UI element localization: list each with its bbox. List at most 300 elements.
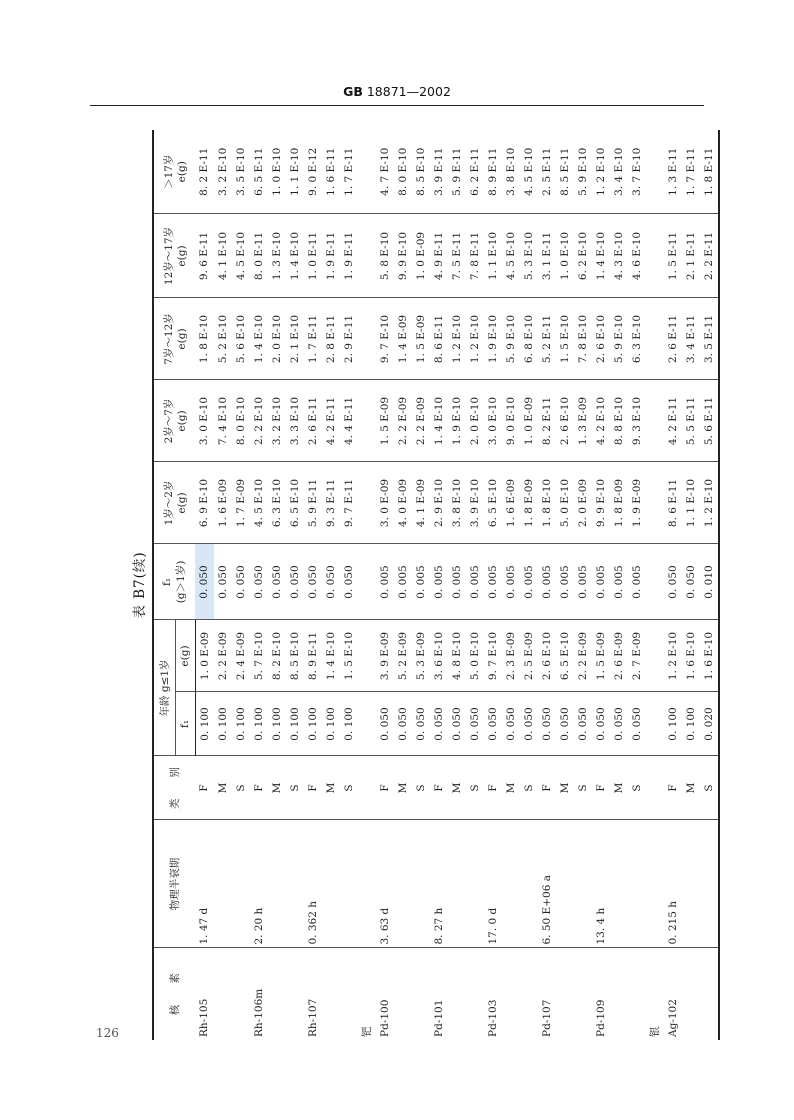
cell-e0: 3. 6 E-10 — [430, 620, 448, 692]
empty-cell — [646, 820, 664, 948]
table-row — [232, 130, 250, 1040]
cell-f1b: 0. 005 — [574, 544, 592, 620]
col-halflife: 物理半衰期 — [153, 820, 195, 948]
cell-e1: 3. 9 E-10 — [466, 462, 484, 544]
cell-e2: 9. 3 E-10 — [628, 380, 646, 462]
cell-e17: 1. 3 E-11 — [664, 130, 682, 214]
group-row — [358, 130, 376, 1040]
table-row — [250, 130, 268, 1040]
cell-nuclide — [502, 948, 520, 1040]
cell-f1b: 0. 050 — [304, 544, 322, 620]
cell-e1: 1. 7 E-09 — [232, 462, 250, 544]
cell-f1: 0. 050 — [376, 692, 394, 756]
col-age-12-17-eg: e(g) — [176, 245, 188, 267]
cell-type: F — [304, 756, 322, 820]
cell-e2: 4. 2 E-10 — [592, 380, 610, 462]
cell-f1: 0. 100 — [250, 692, 268, 756]
cell-f1: 0. 050 — [412, 692, 430, 756]
cell-nuclide: Rh-105 — [198, 998, 210, 1037]
cell-e0: 1. 0 E-09 — [195, 620, 214, 692]
cell-e12: 3. 1 E-11 — [538, 214, 556, 298]
cell-e17: 1. 8 E-11 — [700, 130, 719, 214]
cell-e2: 1. 9 E-10 — [448, 380, 466, 462]
cell-e17: 1. 1 E-10 — [286, 130, 304, 214]
empty-cell — [646, 544, 664, 620]
cell-e17: 9. 0 E-12 — [304, 130, 322, 214]
cell-nuclide — [412, 948, 430, 1040]
cell-halflife — [268, 820, 286, 948]
cell-e17: 6. 2 E-11 — [466, 130, 484, 214]
cell-e12: 2. 2 E-11 — [700, 214, 719, 298]
cell-e0: 1. 6 E-10 — [682, 620, 700, 692]
table-body — [195, 130, 719, 1040]
cell-e7: 3. 4 E-11 — [682, 298, 700, 380]
cell-f1: 0. 050 — [394, 692, 412, 756]
cell-type: S — [286, 756, 304, 820]
cell-e2: 8. 2 E-11 — [538, 380, 556, 462]
cell-type: S — [466, 756, 484, 820]
empty-cell — [646, 756, 664, 820]
cell-halflife — [232, 820, 250, 948]
col-age-7-12 — [153, 298, 195, 380]
cell-nuclide — [682, 948, 700, 1040]
cell-halflife: 8. 27 h — [430, 820, 448, 948]
cell-halflife: 2. 20 h — [250, 820, 268, 948]
cell-e1: 1. 9 E-09 — [628, 462, 646, 544]
cell-e2: 5. 6 E-11 — [700, 380, 719, 462]
cell-e2: 5. 5 E-11 — [682, 380, 700, 462]
cell-e1: 4. 5 E-10 — [250, 462, 268, 544]
cell-e2: 2. 6 E-10 — [556, 380, 574, 462]
cell-e12: 1. 5 E-11 — [664, 214, 682, 298]
cell-e7: 2. 6 E-11 — [664, 298, 682, 380]
cell-e7: 7. 8 E-10 — [574, 298, 592, 380]
cell-e0: 8. 5 E-10 — [286, 620, 304, 692]
cell-e2: 1. 3 E-09 — [574, 380, 592, 462]
cell-e0: 2. 6 E-10 — [538, 620, 556, 692]
col-age-17 — [153, 130, 195, 214]
table-row — [394, 130, 412, 1040]
cell-nuclide — [610, 948, 628, 1040]
table-row — [700, 130, 719, 1040]
cell-type: F — [592, 756, 610, 820]
cell-e1: 9. 9 E-10 — [592, 462, 610, 544]
cell-e7: 5. 2 E-10 — [214, 298, 232, 380]
col-age-1-2-label: 1岁～2岁 — [163, 480, 175, 526]
cell-e12: 4. 5 E-10 — [502, 214, 520, 298]
cell-type: M — [394, 756, 412, 820]
cell-e7: 6. 3 E-10 — [628, 298, 646, 380]
col-age-group: 年龄 g≤1岁 — [153, 620, 175, 756]
table-row — [448, 130, 466, 1040]
cell-e12: 9. 6 E-11 — [195, 214, 214, 298]
cell-e2: 4. 2 E-11 — [664, 380, 682, 462]
cell-e7: 1. 7 E-11 — [304, 298, 322, 380]
cell-e2: 2. 2 E-10 — [250, 380, 268, 462]
cell-e12: 1. 0 E-09 — [412, 214, 430, 298]
cell-e12: 1. 0 E-11 — [304, 214, 322, 298]
cell-e1: 6. 5 E-10 — [286, 462, 304, 544]
cell-e1: 6. 5 E-10 — [484, 462, 502, 544]
col-f1-older-sub: (g＞1岁) — [175, 560, 187, 604]
cell-type: M — [448, 756, 466, 820]
cell-halflife: 0. 215 h — [664, 820, 682, 948]
empty-cell — [646, 380, 664, 462]
cell-e2: 9. 0 E-10 — [502, 380, 520, 462]
cell-type: S — [232, 756, 250, 820]
table-row — [484, 130, 502, 1040]
cell-e0: 2. 6 E-09 — [610, 620, 628, 692]
cell-halflife — [214, 820, 232, 948]
cell-e0: 6. 5 E-10 — [556, 620, 574, 692]
cell-halflife — [340, 820, 358, 948]
table-row — [376, 130, 394, 1040]
cell-e1: 1. 8 E-10 — [538, 462, 556, 544]
table-row — [268, 130, 286, 1040]
cell-e0: 8. 9 E-11 — [304, 620, 322, 692]
cell-nuclide — [322, 948, 340, 1040]
cell-f1b: 0. 050 — [195, 544, 214, 620]
cell-e0: 1. 2 E-10 — [664, 620, 682, 692]
cell-e7: 2. 1 E-10 — [286, 298, 304, 380]
cell-e17: 3. 8 E-10 — [502, 130, 520, 214]
table-row — [538, 130, 556, 1040]
cell-f1: 0. 050 — [556, 692, 574, 756]
cell-e7: 5. 2 E-11 — [538, 298, 556, 380]
col-age-17-label: ＞17岁 — [163, 154, 175, 189]
cell-type: F — [538, 756, 556, 820]
table-row — [466, 130, 484, 1040]
cell-e0: 1. 6 E-10 — [700, 620, 719, 692]
col-age-1-2 — [153, 462, 195, 544]
cell-f1b: 0. 050 — [322, 544, 340, 620]
cell-e7: 1. 2 E-10 — [448, 298, 466, 380]
empty-cell — [646, 214, 664, 298]
cell-e0: 3. 9 E-09 — [376, 620, 394, 692]
col-f1-older — [153, 544, 195, 620]
cell-e12: 1. 9 E-11 — [340, 214, 358, 298]
cell-e0: 9. 7 E-10 — [484, 620, 502, 692]
cell-nuclide — [286, 948, 304, 1040]
cell-e7: 2. 8 E-11 — [322, 298, 340, 380]
cell-e2: 2. 0 E-10 — [466, 380, 484, 462]
cell-e12: 7. 5 E-11 — [448, 214, 466, 298]
cell-e7: 1. 2 E-10 — [466, 298, 484, 380]
empty-cell — [358, 544, 376, 620]
cell-e1: 1. 1 E-10 — [682, 462, 700, 544]
header-rule — [90, 105, 704, 106]
cell-e12: 4. 9 E-11 — [430, 214, 448, 298]
cell-e7: 2. 6 E-10 — [592, 298, 610, 380]
empty-cell — [646, 298, 664, 380]
table-row — [195, 130, 214, 1040]
cell-nuclide: Pd-103 — [486, 999, 499, 1037]
standard-number: 18871—2002 — [366, 84, 451, 99]
cell-nuclide — [556, 948, 574, 1040]
cell-e1: 9. 3 E-11 — [322, 462, 340, 544]
cell-e12: 6. 2 E-10 — [574, 214, 592, 298]
cell-e0: 2. 4 E-09 — [232, 620, 250, 692]
cell-e1: 1. 8 E-09 — [520, 462, 538, 544]
cell-type: M — [322, 756, 340, 820]
table-row — [574, 130, 592, 1040]
cell-e12: 7. 8 E-11 — [466, 214, 484, 298]
cell-e17: 4. 7 E-10 — [376, 130, 394, 214]
cell-f1b: 0. 005 — [484, 544, 502, 620]
cell-e7: 5. 9 E-10 — [610, 298, 628, 380]
cell-type: S — [574, 756, 592, 820]
cell-e17: 3. 2 E-10 — [214, 130, 232, 214]
cell-f1: 0. 100 — [304, 692, 322, 756]
rotated-table-area — [130, 130, 715, 1040]
cell-e7: 6. 8 E-10 — [520, 298, 538, 380]
empty-cell — [358, 214, 376, 298]
cell-e7: 1. 5 E-09 — [412, 298, 430, 380]
col-age-2-7-eg: e(g) — [176, 410, 188, 432]
cell-f1b: 0. 050 — [250, 544, 268, 620]
cell-nuclide: Ag-102 — [666, 999, 679, 1037]
cell-type: F — [430, 756, 448, 820]
cell-e17: 8. 2 E-11 — [195, 130, 214, 214]
cell-nuclide — [700, 948, 719, 1040]
col-nuclide: 核 素 — [153, 948, 195, 1040]
cell-type: S — [628, 756, 646, 820]
cell-type: S — [340, 756, 358, 820]
cell-e17: 6. 5 E-11 — [250, 130, 268, 214]
cell-e2: 4. 4 E-11 — [340, 380, 358, 462]
cell-f1b: 0. 050 — [664, 544, 682, 620]
cell-halflife — [574, 820, 592, 948]
table-row — [430, 130, 448, 1040]
table-caption: 表 B7(续) — [132, 551, 148, 619]
cell-e7: 1. 8 E-10 — [195, 298, 214, 380]
cell-nuclide — [520, 948, 538, 1040]
cell-e0: 5. 7 E-10 — [250, 620, 268, 692]
cell-e12: 5. 3 E-10 — [520, 214, 538, 298]
cell-e0: 5. 0 E-10 — [466, 620, 484, 692]
cell-e1: 2. 0 E-09 — [574, 462, 592, 544]
cell-f1: 0. 100 — [195, 692, 214, 756]
cell-nuclide — [394, 948, 412, 1040]
cell-e0: 2. 2 E-09 — [574, 620, 592, 692]
cell-f1b: 0. 005 — [430, 544, 448, 620]
cell-e1: 6. 9 E-10 — [195, 462, 214, 544]
cell-f1: 0. 050 — [466, 692, 484, 756]
cell-e0: 8. 2 E-10 — [268, 620, 286, 692]
cell-e17: 8. 9 E-11 — [484, 130, 502, 214]
cell-nuclide — [232, 948, 250, 1040]
cell-e7: 2. 0 E-10 — [268, 298, 286, 380]
cell-e7: 1. 5 E-10 — [556, 298, 574, 380]
cell-halflife — [502, 820, 520, 948]
cell-e12: 4. 1 E-10 — [214, 214, 232, 298]
cell-halflife — [286, 820, 304, 948]
cell-f1b: 0. 005 — [592, 544, 610, 620]
cell-e17: 4. 5 E-10 — [520, 130, 538, 214]
col-age-2-7-label: 2岁～7岁 — [163, 398, 175, 444]
cell-type: M — [502, 756, 520, 820]
cell-nuclide: Pd-107 — [540, 999, 553, 1037]
cell-f1b: 0. 005 — [376, 544, 394, 620]
cell-e0: 2. 5 E-09 — [520, 620, 538, 692]
cell-e2: 7. 4 E-10 — [214, 380, 232, 462]
cell-e1: 6. 3 E-10 — [268, 462, 286, 544]
cell-e1: 4. 1 E-09 — [412, 462, 430, 544]
table-row — [592, 130, 610, 1040]
cell-e2: 8. 8 E-10 — [610, 380, 628, 462]
cell-e0: 5. 2 E-09 — [394, 620, 412, 692]
cell-e1: 2. 9 E-10 — [430, 462, 448, 544]
cell-e17: 5. 9 E-11 — [448, 130, 466, 214]
cell-e17: 3. 5 E-10 — [232, 130, 250, 214]
cell-f1: 0. 050 — [502, 692, 520, 756]
cell-nuclide: Rh-107 — [306, 998, 319, 1037]
cell-f1b: 0. 050 — [682, 544, 700, 620]
cell-e12: 9. 9 E-10 — [394, 214, 412, 298]
cell-e7: 1. 4 E-10 — [250, 298, 268, 380]
cell-f1b: 0. 005 — [610, 544, 628, 620]
group-label: 钯 — [360, 1026, 373, 1037]
cell-nuclide — [268, 948, 286, 1040]
table-row — [286, 130, 304, 1040]
cell-e2: 3. 0 E-10 — [484, 380, 502, 462]
empty-cell — [358, 756, 376, 820]
cell-f1b: 0. 005 — [448, 544, 466, 620]
cell-e17: 3. 7 E-10 — [628, 130, 646, 214]
cell-halflife — [682, 820, 700, 948]
cell-e7: 2. 9 E-11 — [340, 298, 358, 380]
empty-cell — [646, 692, 664, 756]
cell-f1b: 0. 050 — [268, 544, 286, 620]
cell-f1b: 0. 005 — [466, 544, 484, 620]
cell-e7: 8. 6 E-11 — [430, 298, 448, 380]
cell-e7: 5. 6 E-10 — [232, 298, 250, 380]
table-row — [412, 130, 430, 1040]
cell-f1: 0. 100 — [340, 692, 358, 756]
standard-code: GB — [343, 84, 363, 99]
cell-e17: 8. 5 E-10 — [412, 130, 430, 214]
cell-halflife: 13. 4 h — [592, 820, 610, 948]
cell-nuclide: Pd-100 — [378, 999, 391, 1037]
cell-type: F — [195, 756, 214, 820]
cell-e7: 9. 7 E-10 — [376, 298, 394, 380]
col-age-2-7 — [153, 380, 195, 462]
table-row — [502, 130, 520, 1040]
cell-e1: 9. 7 E-11 — [340, 462, 358, 544]
cell-halflife — [448, 820, 466, 948]
cell-f1b: 0. 050 — [214, 544, 232, 620]
cell-halflife: 1. 47 d — [195, 820, 214, 948]
table-row — [322, 130, 340, 1040]
empty-cell — [358, 298, 376, 380]
cell-e1: 1. 6 E-09 — [214, 462, 232, 544]
cell-e17: 8. 0 E-10 — [394, 130, 412, 214]
cell-f1b: 0. 005 — [502, 544, 520, 620]
cell-e0: 2. 2 E-09 — [214, 620, 232, 692]
cell-f1: 0. 100 — [682, 692, 700, 756]
cell-type: M — [610, 756, 628, 820]
col-age-12-17-label: 12岁～17岁 — [163, 226, 175, 286]
cell-halflife — [628, 820, 646, 948]
cell-e0: 5. 3 E-09 — [412, 620, 430, 692]
cell-f1: 0. 100 — [232, 692, 250, 756]
cell-f1: 0. 100 — [214, 692, 232, 756]
cell-e12: 1. 4 E-10 — [592, 214, 610, 298]
cell-f1: 0. 100 — [664, 692, 682, 756]
cell-f1b: 0. 005 — [628, 544, 646, 620]
cell-type: M — [214, 756, 232, 820]
cell-type: M — [682, 756, 700, 820]
page-header — [0, 84, 794, 99]
cell-e2: 8. 0 E-10 — [232, 380, 250, 462]
table-row — [304, 130, 322, 1040]
cell-e1: 3. 0 E-09 — [376, 462, 394, 544]
cell-e2: 2. 2 E-09 — [394, 380, 412, 462]
cell-nuclide — [628, 948, 646, 1040]
cell-e7: 5. 9 E-10 — [502, 298, 520, 380]
cell-f1b: 0. 005 — [556, 544, 574, 620]
cell-e0: 4. 8 E-10 — [448, 620, 466, 692]
cell-type: S — [520, 756, 538, 820]
table-row — [556, 130, 574, 1040]
col-age-12-17 — [153, 214, 195, 298]
cell-nuclide — [448, 948, 466, 1040]
cell-type: S — [412, 756, 430, 820]
cell-e12: 1. 3 E-10 — [268, 214, 286, 298]
cell-nuclide: Rh-106m — [252, 988, 265, 1037]
cell-e0: 1. 5 E-10 — [340, 620, 358, 692]
cell-e17: 1. 0 E-10 — [268, 130, 286, 214]
cell-e12: 2. 1 E-11 — [682, 214, 700, 298]
cell-halflife: 0. 362 h — [304, 820, 322, 948]
cell-e12: 1. 4 E-10 — [286, 214, 304, 298]
cell-f1: 0. 050 — [592, 692, 610, 756]
cell-e1: 4. 0 E-09 — [394, 462, 412, 544]
cell-e0: 1. 5 E-09 — [592, 620, 610, 692]
cell-f1b: 0. 010 — [700, 544, 719, 620]
empty-cell — [358, 620, 376, 692]
table-row — [214, 130, 232, 1040]
cell-halflife — [556, 820, 574, 948]
table-row — [610, 130, 628, 1040]
cell-e2: 1. 4 E-10 — [430, 380, 448, 462]
cell-e2: 3. 2 E-10 — [268, 380, 286, 462]
cell-halflife — [322, 820, 340, 948]
cell-e1: 1. 8 E-09 — [610, 462, 628, 544]
cell-e2: 1. 0 E-09 — [520, 380, 538, 462]
cell-halflife — [520, 820, 538, 948]
cell-nuclide: Pd-101 — [432, 999, 445, 1037]
empty-cell — [358, 462, 376, 544]
col-type: 类 别 — [153, 756, 195, 820]
cell-f1: 0. 050 — [574, 692, 592, 756]
cell-e1: 8. 6 E-11 — [664, 462, 682, 544]
cell-e2: 4. 2 E-11 — [322, 380, 340, 462]
cell-type: F — [664, 756, 682, 820]
cell-f1b: 0. 050 — [232, 544, 250, 620]
cell-type: M — [268, 756, 286, 820]
cell-f1: 0. 100 — [268, 692, 286, 756]
cell-e17: 5. 9 E-10 — [574, 130, 592, 214]
empty-cell — [358, 820, 376, 948]
cell-halflife: 3. 63 d — [376, 820, 394, 948]
cell-halflife: 17. 0 d — [484, 820, 502, 948]
cell-e2: 3. 3 E-10 — [286, 380, 304, 462]
cell-halflife — [412, 820, 430, 948]
cell-type: F — [250, 756, 268, 820]
cell-e12: 1. 9 E-11 — [322, 214, 340, 298]
cell-e2: 1. 5 E-09 — [376, 380, 394, 462]
